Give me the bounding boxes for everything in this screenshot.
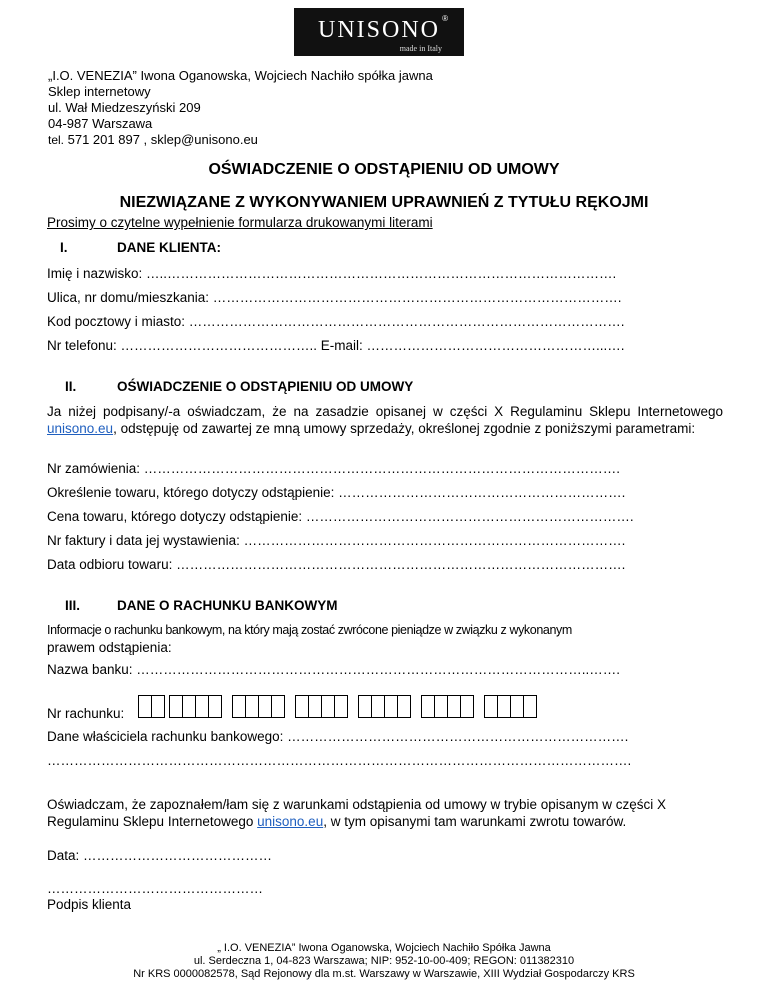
account-digit-box[interactable] (397, 695, 411, 718)
company-name: „I.O. VENEZIA” Iwona Oganowska, Wojciech Nachiło spółka jawna (48, 68, 433, 83)
logo-registered-mark: ® (442, 14, 448, 23)
account-digit-group[interactable] (232, 695, 284, 718)
account-digit-box[interactable] (308, 695, 322, 718)
account-digit-box[interactable] (523, 695, 537, 718)
company-street: ul. Wał Miedzeszyński 209 (48, 100, 201, 115)
account-digit-group[interactable] (138, 695, 164, 718)
field-account-owner-line2[interactable]: …………………………………………………………………………………………………………………. (47, 753, 632, 768)
account-digit-box[interactable] (271, 695, 285, 718)
account-digit-box[interactable] (169, 695, 183, 718)
field-product-price[interactable]: Cena towaru, którego dotyczy odstąpienie: ………………………………………………………………. (47, 509, 634, 524)
company-shop: Sklep internetowy (48, 84, 151, 99)
declaration-text (47, 796, 687, 830)
account-digit-box[interactable] (384, 695, 398, 718)
logo-brand: UNISONO (318, 17, 440, 43)
account-digit-box[interactable] (510, 695, 524, 718)
account-digit-box[interactable] (447, 695, 461, 718)
section-3-title: DANE O RACHUNKU BANKOWYM (117, 598, 338, 613)
account-digit-group[interactable] (169, 695, 221, 718)
document-subtitle: NIEZWIĄZANE Z WYKONYWANIEM UPRAWNIEŃ Z TYTUŁU RĘKOJMI (119, 194, 649, 211)
section-1-number: I. (60, 240, 68, 255)
company-contact (48, 132, 433, 148)
account-digit-box[interactable] (460, 695, 474, 718)
account-digit-box[interactable] (182, 695, 196, 718)
section-3-number: III. (65, 598, 81, 613)
field-product-description[interactable]: Określenie towaru, którego dotyczy odstąpienie: ………………………………………………………. (47, 485, 626, 500)
field-account-owner[interactable]: Dane właściciela rachunku bankowego: …………………………………………………………………. (47, 729, 629, 744)
account-digit-box[interactable] (208, 695, 222, 718)
account-digit-box[interactable] (321, 695, 335, 718)
account-number-label: Nr rachunku: (47, 706, 125, 721)
signature-line[interactable]: ………………………………………… (47, 881, 263, 896)
tel-label: tel. (48, 133, 65, 147)
account-digit-box[interactable] (151, 695, 165, 718)
footer (0, 942, 768, 981)
account-digit-box[interactable] (258, 695, 272, 718)
unisono-logo (294, 8, 464, 56)
account-digit-box[interactable] (245, 695, 259, 718)
declaration-text-end: , w tym opisanymi tam warunkami zwrotu towarów. (323, 814, 627, 829)
section-3-intro-cont: prawem odstąpienia: (47, 640, 172, 655)
account-digit-box[interactable] (334, 695, 348, 718)
field-order-number[interactable]: Nr zamówienia: ……………………………………………………………………………………………. (47, 461, 621, 476)
field-full-name[interactable]: Imię i nazwisko: …..………………………………………………………………………………………. (47, 266, 617, 281)
section-2-intro-text: Ja niżej podpisany/-a oświadczam, że na zasadzie opisanej w części X Regulaminu Sklepu Internetowego (47, 404, 723, 419)
account-digit-group[interactable] (358, 695, 410, 718)
footer-company: „ I.O. VENEZIA” Iwona Oganowska, Wojciech Nachiło Spółka Jawna (217, 942, 551, 954)
section-1-title: DANE KLIENTA: (117, 240, 221, 255)
signature-label: Podpis klienta (47, 897, 132, 912)
account-digit-box[interactable] (434, 695, 448, 718)
logo-tagline: made in Italy (399, 44, 442, 53)
tel-email: 571 201 897 , sklep@unisono.eu (64, 132, 258, 147)
fill-instruction: Prosimy o czytelne wypełnienie formularza drukowanymi literami (47, 215, 433, 230)
field-bank-name[interactable]: Nazwa banku: ………………………………………………………………………………………..……. (47, 662, 621, 677)
unisono-link-2[interactable]: unisono.eu (257, 814, 324, 829)
field-date[interactable]: Data: …………………………………… (47, 848, 273, 863)
footer-address: ul. Serdeczna 1, 04-823 Warszawa; NIP: 952-10-00-409; REGON: 011382310 (193, 955, 575, 967)
company-city: 04-987 Warszawa (48, 116, 153, 131)
footer-registry: Nr KRS 0000082578, Sąd Rejonowy dla m.st. Warszawy w Warszawie, XIII Wydział Gospodarczy KRS (133, 968, 635, 980)
section-2-number: II. (65, 379, 77, 394)
account-digit-box[interactable] (195, 695, 209, 718)
field-postal-city[interactable]: Kod pocztowy i miasto: ……………………………………………………………………………………. (47, 314, 625, 329)
account-digit-box[interactable] (138, 695, 152, 718)
account-digit-box[interactable] (358, 695, 372, 718)
unisono-link[interactable]: unisono.eu (47, 421, 114, 436)
account-digit-group[interactable] (484, 695, 536, 718)
section-2-intro-text-end: , odstępuję od zawartej ze mną umowy sprzedaży, określonej zgodnie z poniższymi parametrami: (113, 421, 696, 436)
declaration-text-start: Oświadczam, że zapoznałem/łam się z warunkami odstąpienia od umowy w trybie opisanym w części X Regulaminu Sklepu Internetowego (47, 797, 666, 829)
account-digit-box[interactable] (371, 695, 385, 718)
field-receipt-date[interactable]: Data odbioru towaru: ………………………………………………………………………………………. (47, 557, 626, 572)
document-title: OŚWIADCZENIE O ODSTĄPIENIU OD UMOWY (208, 161, 560, 178)
field-street[interactable]: Ulica, nr domu/mieszkania: ………………………………………………………………………………. (47, 290, 622, 305)
account-digit-group[interactable] (295, 695, 347, 718)
section-2-title: OŚWIADCZENIE O ODSTĄPIENIU OD UMOWY (117, 379, 414, 394)
section-2-intro (47, 403, 723, 437)
account-digit-group[interactable] (421, 695, 473, 718)
company-address (48, 68, 433, 148)
account-digit-box[interactable] (421, 695, 435, 718)
account-digit-box[interactable] (484, 695, 498, 718)
account-digit-box[interactable] (295, 695, 309, 718)
account-digit-box[interactable] (232, 695, 246, 718)
account-digit-box[interactable] (497, 695, 511, 718)
section-3-intro: Informacje o rachunku bankowym, na który mają zostać zwrócone pieniądze w związku z wykonanym (47, 623, 572, 637)
field-invoice[interactable]: Nr faktury i data jej wystawienia: …………………………………………………………………………. (47, 533, 626, 548)
field-phone-email[interactable]: Nr telefonu: …………………………………….. E-mail: ……………………………………………...…. (47, 338, 625, 353)
